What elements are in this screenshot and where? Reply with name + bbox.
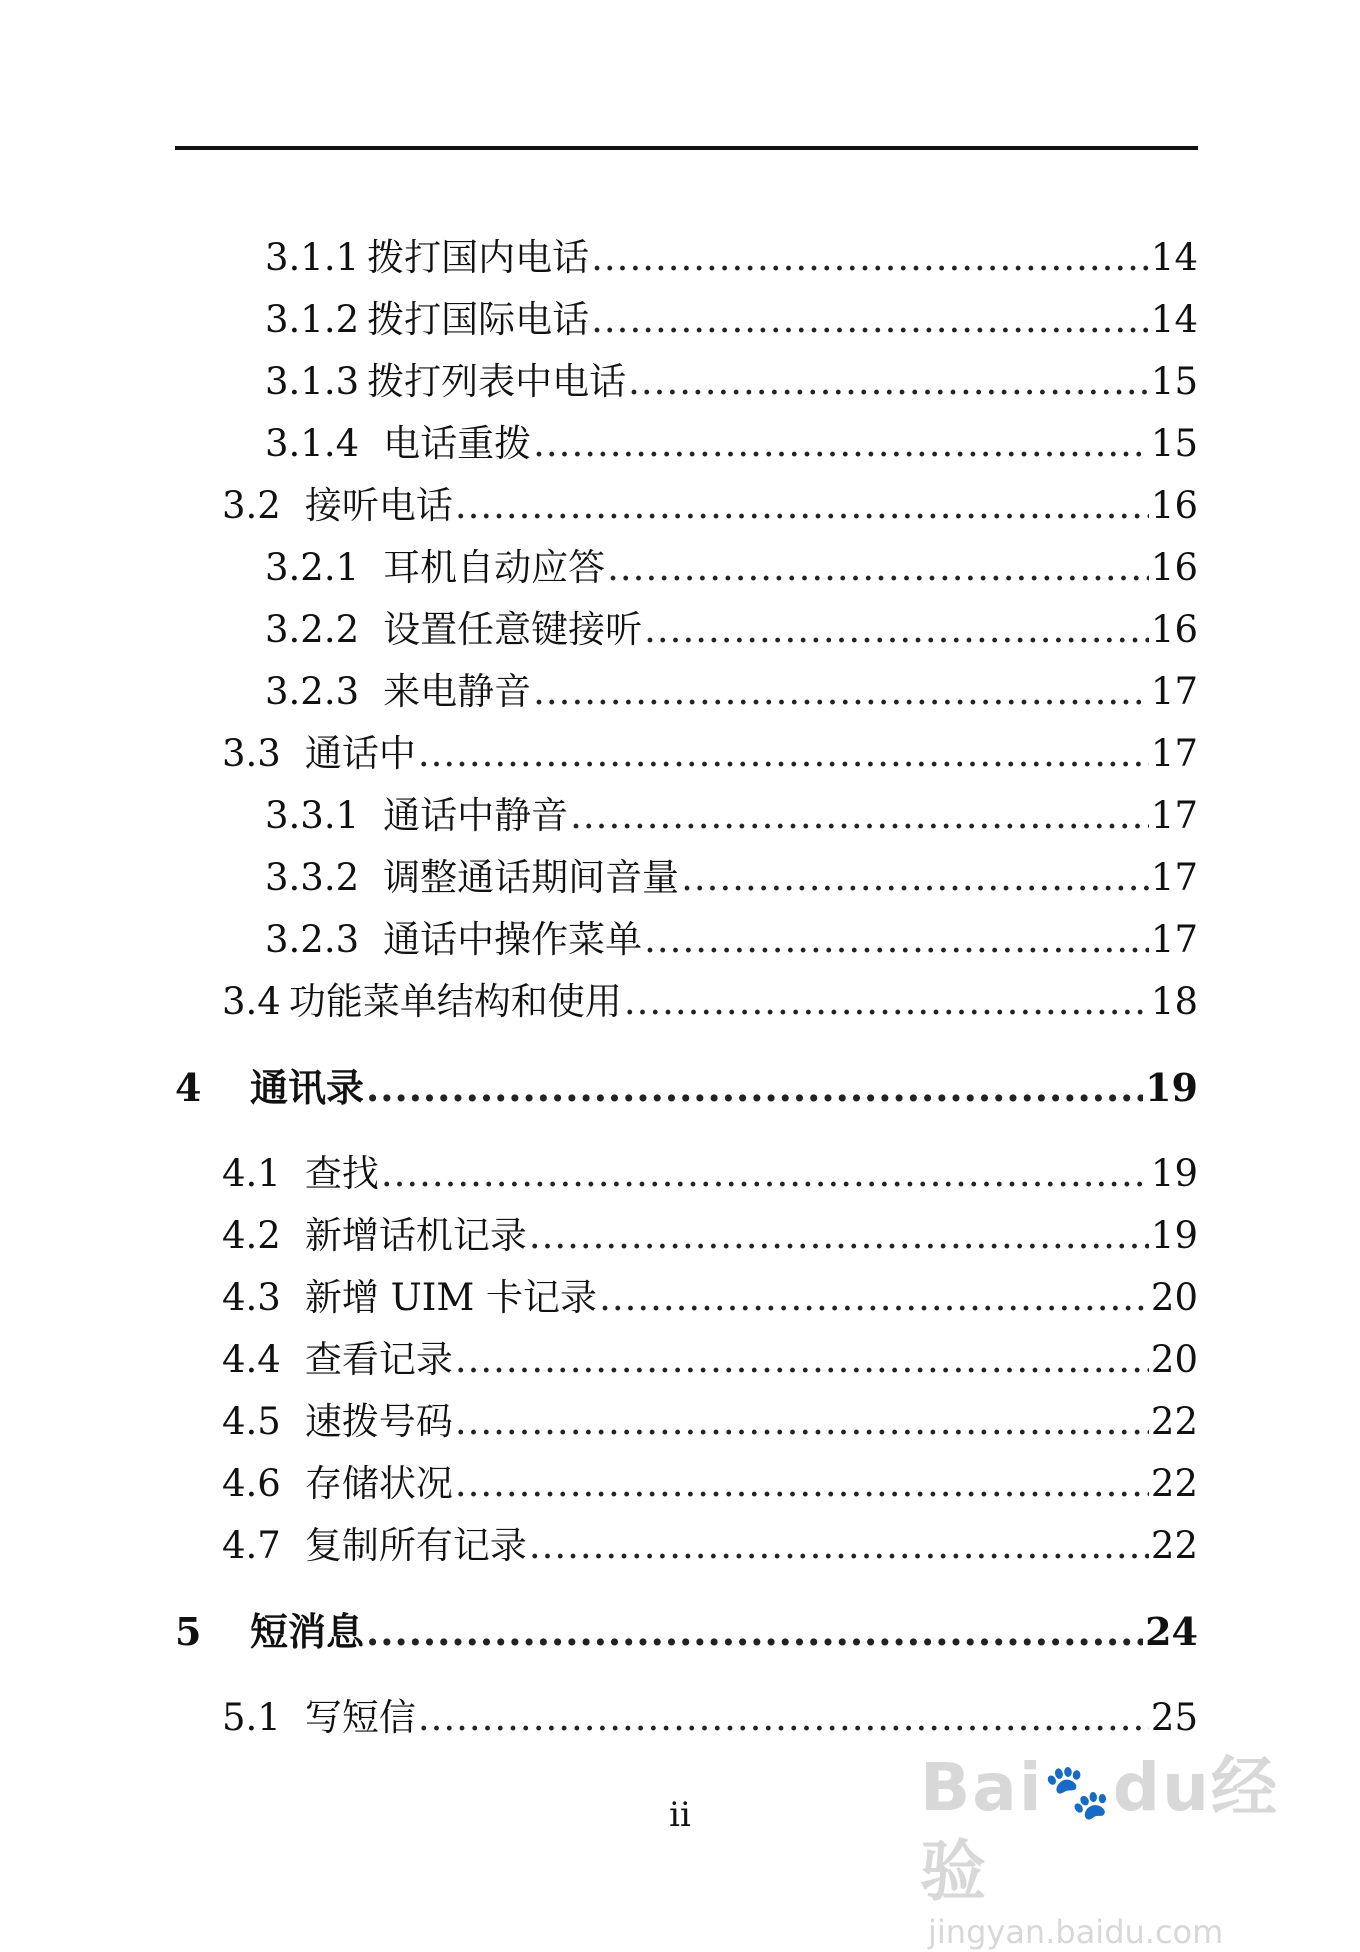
toc-entry-number: 3.1.4 (265, 422, 360, 465)
toc-entry-number: 3.1.3 (265, 360, 360, 403)
toc-entry-page: 16 (1150, 484, 1198, 527)
watermark-logo-jingyan: 经验 (920, 1749, 1279, 1910)
toc-entry-page: 16 (1150, 546, 1198, 589)
toc-entry-title: 速拨号码 (304, 1400, 453, 1443)
toc-entry-title: 设置任意键接听 (383, 608, 643, 651)
toc-leader-dots (681, 856, 1149, 900)
toc-entry-page: 24 (1145, 1609, 1198, 1654)
toc-leader-dots (591, 298, 1149, 342)
toc-entry-title: 短消息 (250, 1609, 365, 1654)
toc-entry[interactable] (222, 1338, 1198, 1382)
toc-entry[interactable] (265, 236, 1198, 280)
toc-chapter-entry[interactable] (175, 1066, 1198, 1110)
toc-entry[interactable] (265, 298, 1198, 342)
toc-chapter-entry[interactable] (175, 1610, 1198, 1654)
toc-entry-page: 22 (1150, 1400, 1198, 1443)
toc-entry-title: 新增 UIM 卡记录 (304, 1276, 598, 1319)
toc-entry-number: 3.2.3 (265, 918, 360, 961)
toc-entry-title: 耳机自动应答 (383, 546, 606, 589)
page-number: ii (669, 1795, 691, 1835)
toc-leader-dots (607, 546, 1149, 590)
toc-entry-number: 3.1.1 (265, 236, 360, 279)
toc-leader-dots (366, 1066, 1143, 1110)
toc-leader-dots (628, 360, 1149, 404)
toc-entry-number: 3.1.2 (265, 298, 360, 341)
toc-entry-page: 17 (1150, 670, 1198, 713)
toc-entry[interactable] (265, 608, 1198, 652)
toc-leader-dots (455, 484, 1149, 528)
toc-entry-page: 22 (1150, 1462, 1198, 1505)
toc-entry-title: 来电静音 (383, 670, 532, 713)
toc-leader-dots (533, 422, 1149, 466)
toc-entry-page: 19 (1150, 1152, 1198, 1195)
toc-entry[interactable] (222, 1400, 1198, 1444)
toc-leader-dots (624, 980, 1149, 1024)
toc-entry-page: 17 (1150, 918, 1198, 961)
toc-entry[interactable] (222, 1696, 1198, 1740)
toc-entry-title: 通话中静音 (383, 794, 569, 837)
toc-entry-number: 3.3 (222, 732, 281, 775)
toc-entry-page: 14 (1150, 298, 1198, 341)
toc-entry[interactable] (265, 918, 1198, 962)
toc-entry-number: 5.1 (222, 1696, 281, 1739)
toc-entry-page: 14 (1150, 236, 1198, 279)
toc-leader-dots (418, 1696, 1149, 1740)
toc-entry-title: 拨打国际电话 (367, 298, 590, 341)
toc-entry-page: 17 (1150, 794, 1198, 837)
toc-entry[interactable] (222, 1524, 1198, 1568)
toc-entry-title: 新增话机记录 (304, 1214, 527, 1257)
toc-entry-title: 复制所有记录 (304, 1524, 527, 1567)
toc-leader-dots (529, 1214, 1149, 1258)
toc-leader-dots (570, 794, 1149, 838)
toc-entry-title: 存储状况 (304, 1462, 453, 1505)
toc-entry[interactable] (265, 670, 1198, 714)
watermark-logo-bai: Bai (920, 1749, 1044, 1826)
toc-entry-page: 20 (1150, 1276, 1198, 1319)
toc-leader-dots (381, 1152, 1149, 1196)
toc-entry-title: 通讯录 (250, 1065, 365, 1110)
toc-entry-number: 3.4 (222, 980, 281, 1023)
toc-leader-dots (599, 1276, 1149, 1320)
toc-entry-number: 3.3.2 (265, 856, 360, 899)
watermark-url: jingyan.baidu.com (928, 1913, 1224, 1951)
toc-leader-dots (455, 1400, 1149, 1444)
toc-entry-title: 电话重拨 (383, 422, 532, 465)
toc-entry-page: 16 (1150, 608, 1198, 651)
toc-entry-number: 5 (175, 1609, 202, 1654)
toc-entry-title: 接听电话 (304, 484, 453, 527)
toc-entry-title: 功能菜单结构和使用 (288, 980, 622, 1023)
toc-entry-page: 19 (1145, 1065, 1198, 1110)
toc-entry[interactable] (265, 360, 1198, 404)
toc-entry-title: 拨打列表中电话 (367, 360, 627, 403)
toc-leader-dots (533, 670, 1149, 714)
toc-entry-number: 3.3.1 (265, 794, 360, 837)
toc-entry-title: 写短信 (304, 1696, 416, 1739)
toc-entry[interactable] (222, 1214, 1198, 1258)
toc-entry-number: 4.4 (222, 1338, 281, 1381)
toc-entry-number: 4 (175, 1065, 202, 1110)
toc-entry[interactable] (265, 856, 1198, 900)
toc-entry[interactable] (222, 1462, 1198, 1506)
watermark-logo-du: du (1112, 1749, 1211, 1826)
toc-entry-page: 17 (1150, 856, 1198, 899)
toc-leader-dots (455, 1338, 1149, 1382)
toc-entry-number: 3.2.1 (265, 546, 360, 589)
toc-entry-number: 3.2.3 (265, 670, 360, 713)
toc-entry-title: 通话中操作菜单 (383, 918, 643, 961)
toc-entry[interactable] (222, 980, 1198, 1024)
toc-entry-title: 查看记录 (304, 1338, 453, 1381)
paw-icon: 🐾 (1043, 1760, 1113, 1823)
toc-entry-number: 4.3 (222, 1276, 281, 1319)
toc-entry[interactable] (265, 546, 1198, 590)
toc-entry[interactable] (222, 1276, 1198, 1320)
toc-entry-page: 15 (1150, 360, 1198, 403)
toc-entry-page: 15 (1150, 422, 1198, 465)
toc-entry[interactable] (222, 1152, 1198, 1196)
toc-entry-page: 22 (1150, 1524, 1198, 1567)
toc-entry-title: 通话中 (304, 732, 416, 775)
toc-entry-page: 18 (1150, 980, 1198, 1023)
toc-leader-dots (455, 1462, 1149, 1506)
toc-entry-number: 3.2 (222, 484, 281, 527)
toc-entry-page: 17 (1150, 732, 1198, 775)
toc-entry-page: 20 (1150, 1338, 1198, 1381)
toc-leader-dots (644, 918, 1149, 962)
toc-entry[interactable] (222, 484, 1198, 528)
toc-entry-page: 25 (1150, 1696, 1198, 1739)
toc-entry-title: 拨打国内电话 (367, 236, 590, 279)
toc-entry-number: 4.1 (222, 1152, 281, 1195)
toc-entry-title: 调整通话期间音量 (383, 856, 680, 899)
toc-leader-dots (418, 732, 1149, 776)
toc-entry[interactable] (265, 422, 1198, 466)
toc-entry-number: 3.2.2 (265, 608, 360, 651)
toc-entry[interactable] (265, 794, 1198, 838)
toc-entry[interactable] (222, 732, 1198, 776)
toc-entry-title: 查找 (304, 1152, 379, 1195)
toc-leader-dots (366, 1610, 1143, 1654)
toc-leader-dots (529, 1524, 1149, 1568)
toc-entry-number: 4.2 (222, 1214, 281, 1257)
toc-leader-dots (591, 236, 1149, 280)
toc-entry-number: 4.5 (222, 1400, 281, 1443)
toc-entry-number: 4.7 (222, 1524, 281, 1567)
toc-leader-dots (644, 608, 1149, 652)
toc-entry-number: 4.6 (222, 1462, 281, 1505)
toc-entry-page: 19 (1150, 1214, 1198, 1257)
